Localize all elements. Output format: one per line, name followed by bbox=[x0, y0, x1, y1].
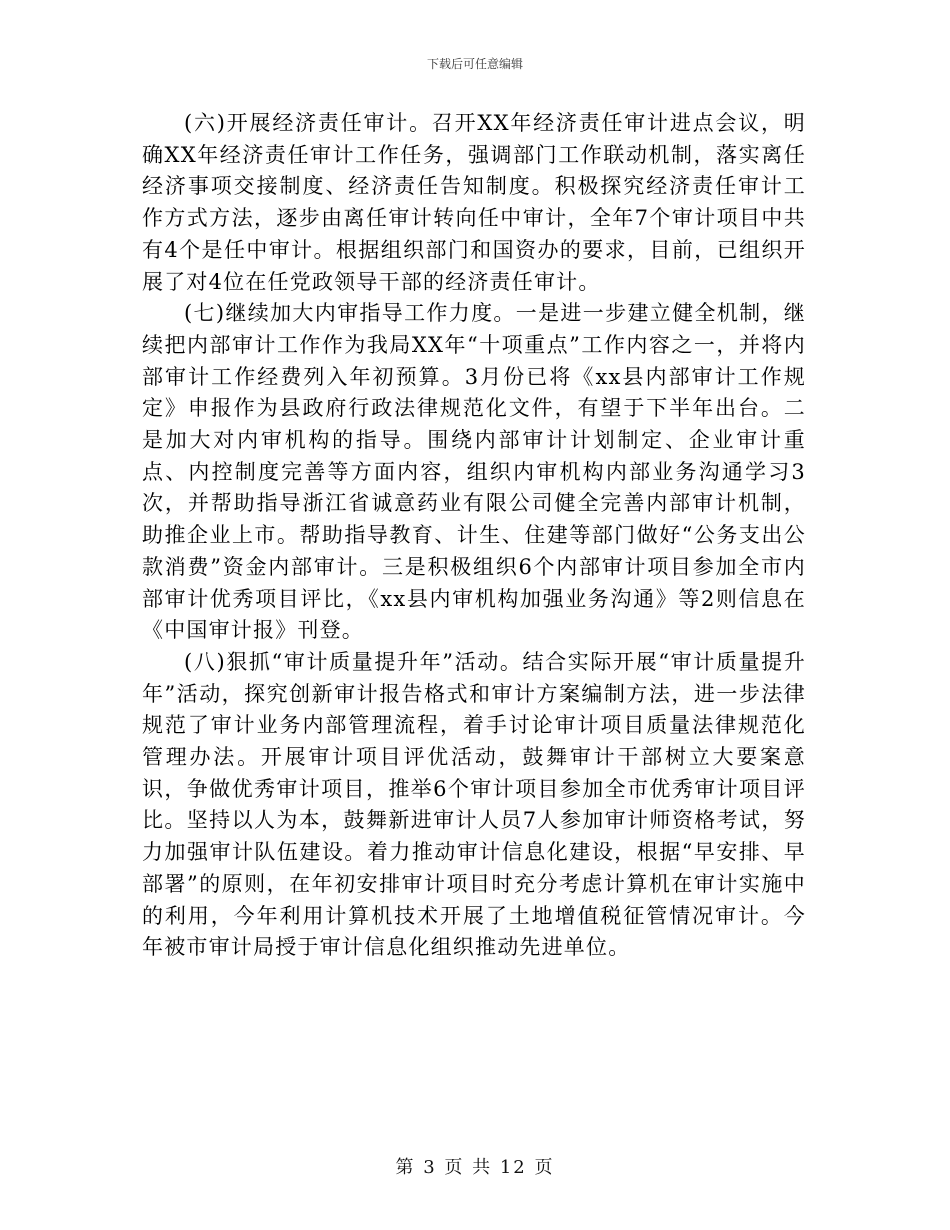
paragraph-economic-responsibility-audit: (六)开展经济责任审计。召开XX年经济责任审计进点会议，明确XX年经济责任审计工作任务，强调部门工作联动机制，落实离任经济事项交接制度、经济责任告知制度。积极探究经济责任审计工作方式方法，逐步由离任审计转向任中审计，全年7个审计项目中共有4个是任中审计。根据组织部门和国资办的要求，目前，已组织开展了对4位在任党政领导干部的经济责任审计。 bbox=[142, 111, 806, 294]
page-header-note: 下载后可任意编辑 bbox=[426, 57, 523, 71]
paragraph-audit-quality-year: (八)狠抓“审计质量提升年”活动。结合实际开展“审计质量提升年”活动，探究创新审计报告格式和审计方案编制方法，进一步法律规范了审计业务内部管理流程，着手讨论审计项目质量法律规范化管理办法。开展审计项目评优活动，鼓舞审计干部树立大要案意识，争做优秀审计项目，推举6个审计项目参加全市优秀审计项目评比。坚持以人为本，鼓舞新进审计人员7人参加审计师资格考试，努力加强审计队伍建设。着力推动审计信息化建设，根据“早安排、早部署”的原则，在年初安排审计项目时充分考虑计算机在审计实施中的利用，今年利用计算机技术开展了土地增值税征管情况审计。今年被市审计局授于审计信息化组织推动先进单位。 bbox=[142, 649, 806, 960]
page-number-footer: 第 3 页 共 12 页 bbox=[395, 1157, 555, 1178]
paragraph-internal-audit-guidance: (七)继续加大内审指导工作力度。一是进一步建立健全机制，继续把内部审计工作作为我局XX年“十项重点”工作内容之一，并将内部审计工作经费列入年初预算。3月份已将《xx县内部审计工作规定》申报作为县政府行政法律规范化文件，有望于下半年出台。二是加大对内审机构的指导。围绕内部审计计划制定、企业审计重点、内控制度完善等方面内容，组织内审机构内部业务沟通学习3次，并帮助指导浙江省诚意药业有限公司健全完善内部审计机制，助推企业上市。帮助指导教育、计生、住建等部门做好“公务支出公款消费”资金内部审计。三是积极组织6个内部审计项目参加全市内部审计优秀项目评比，《xx县内审机构加强业务沟通》等2则信息在《中国审计报》刊登。 bbox=[142, 301, 806, 643]
document-body bbox=[142, 108, 806, 964]
